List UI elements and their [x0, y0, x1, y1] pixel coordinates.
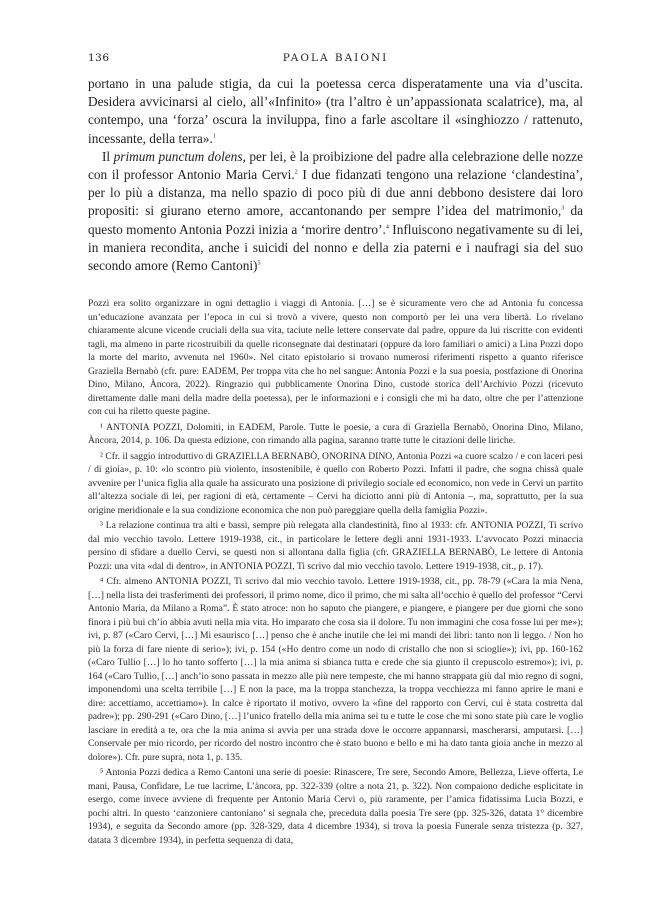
footnote-continued: Pozzi era solito organizzare in ogni dettaglio i viaggi di Antonia. […] se è sicuramente vero che ad Antonia fu concessa un’educazione avanzata per l’epoca in cui si trovò a vivere, questo non comportò per lei una vera libertà. Lo rivelano chiaramente alcune vicende cruciali della sua vita, taciute nelle lettere conservate dal padre, oppure da lui riscritte con evidenti tagli, ma almeno in parte ricostruibili da quelle riconsegnate dai destinatari (oppure da loro familiari o amici) a Lina Pozzi dopo la morte del marito, avvenuta nel 1960». Nel citato epistolario si trovano numerosi riferimenti rispetto a quanto riferisce Graziella Bernabò (cfr. pure: EADEM, Per troppa vita che ho nel sangue: Antonia Pozzi e la sua poesia, postfazione di Onorina Dino, Milano, Àncora, 2022). Ringrazio qui pubblicamente Onorina Dino, custode storica dell’Archivio Pozzi (ricevuto direttamente dalle mani della madre della poetessa), per le informazioni e i consigli che mi ha dato, oltre che per l’attenzione con cui ha riletto queste pagine. — [88, 298, 583, 418]
footnote-2: ² Cfr. il saggio introduttivo di GRAZIELLA BERNABÒ, ONORINA DINO, Antonia Pozzi «a cuore scalzo / e con laceri pesi / di gioia», p. 10: «lo scontro più violento, insostenibile, è quello con Roberto Pozzi. Infatti il padre, che sogna chissà quale avvenire per l’unica figlia alla quale ha assicurato una posizione di privilegio sociale ed economico, non vede in Cervi un partito all’altezza sociale di lei, per ragioni di età, certamente – Cervi ha diciotto anni più di Antonia –, ma, soprattutto, per la sua origine meridionale e la sua condizione economica che non può pareggiare quella della famiglia Pozzi». — [88, 450, 583, 516]
paragraph-2-text-c: I due fidanzati tengono una relazione ‘clandestina’, per lo più a distanza, ma nello spazio di poco più di due anni debbono desistere dai loro propositi: si giurano eterno amore, accantonando per sempre l’idea del matrimonio, — [88, 167, 583, 219]
main-text — [88, 75, 583, 275]
page-number: 136 — [88, 52, 110, 64]
running-title: PAOLA BAIONI — [282, 52, 389, 64]
footnote-ref-5: 5 — [257, 260, 261, 267]
page-header — [88, 52, 583, 72]
footnote-5: ⁵ Antonia Pozzi dedica a Remo Cantoni una serie di poesie: Rinascere, Tre sere, Secondo Amore, Bellezza, Lieve offerta, Le mani, Pausa, Confidare, Le tue lacrime, L’àncora, pp. 322-339 (oltre a nota 21, p. 322). Non compaiono dediche esplicitate in esergo, come invece avviene di frequente per Antonio Maria Cervi o, più raramente, per l’amica fidatissima Lucia Bozzi, e pochi altri. In questo ‘canzoniere cantoniano’ si segnala che, preceduta dalla poesia Tre sere (pp. 325-326, datata 1° dicembre 1934), e seguita da Secondo amore (pp. 328-329, data 4 dicembre 1934), si trova la poesia Funerale senza tristezza (p. 327, datata 3 dicembre 1934), in perfetta sequenza di data, — [88, 767, 583, 846]
footnote-ref-2: 2 — [294, 169, 298, 176]
paragraph-2-text-e: Influiscono negativamente su di lei, in maniera recondita, anche i suicidi del nonno e della zia paterni e i naufragi sia del suo secondo amore (Remo Cantoni) — [88, 221, 583, 274]
footnote-ref-4: 4 — [385, 224, 389, 231]
paragraph-2-italic: primum punctum dolens — [113, 148, 243, 164]
paragraph-1-text: portano in una palude stigia, da cui la poetessa cerca disperatamente una via d’uscita. Desidera avvicinarsi al cielo, all’«Infinito» (tra l’altro è un’appassionata scalatrice), ma, al contempo, una ‘forza’ oscura la inviluppa, fino a farle ascoltare il «singhiozzo / rattenuto, incessante, della terra». — [88, 76, 583, 146]
footnote-1: ¹ ANTONIA POZZI, Dolomiti, in EADEM, Parole. Tutte le poesie, a cura di Graziella Bernabò, Onorina Dino, Milano, Àncora, 2014, p. 106. Da questa edizione, con rimando alla pagina, saranno tratte tutte le citazioni delle liriche. — [88, 421, 583, 447]
book-page — [88, 52, 583, 849]
footnote-3: ³ La relazione continua tra alti e bassi, sempre più relegata alla clandestinità, fino al 1933: cfr. ANTONIA POZZI, Ti scrivo dal mio vecchio tavolo. Lettere 1919-1938, cit., in particolare le lettere degli anni 1931-1933. L’avvocato Pozzi minaccia persino di sfidare a duello Cervi, se questi non si allontana dalla figlia (cfr. GRAZIELLA BERNABÒ, Le lettere di Antonia Pozzi: una vita «dal di dentro», in ANTONIA POZZI, Ti scrivo dal mio vecchio tavolo. Lettere 1919-1938, cit., p. 17). — [88, 520, 583, 572]
paragraph-2 — [88, 148, 583, 275]
paragraph-2-text-a: Il — [102, 148, 114, 164]
footnotes — [88, 297, 583, 847]
footnote-ref-3: 3 — [561, 206, 565, 212]
paragraph-2-text-d: da questo momento Antonia Pozzi inizia a ‘morire dentro’. — [88, 203, 583, 237]
paragraph-2-text-b: , per lei, è la proibizione del padre alla celebrazione delle nozze con il professor Antonio Maria Cervi. — [88, 148, 583, 183]
footnote-ref-1: 1 — [212, 133, 216, 140]
footnote-4: ⁴ Cfr. almeno ANTONIA POZZI, Ti scrivo dal mio vecchio tavolo. Lettere 1919-1938, cit., pp. 78-79 («Cara la mia Nena, […] nella lista dei trasferimenti dei professori, il primo nome, dico il primo, che mi salta all’occhio è quello del professor “Cervi Antonio Maria, da Milano a Roma”. È stato atroce: non ho saputo che piangere, e piangere, e piangere per due giorni che sono finora i più bui ch’io abbia avuti nella mia vita. Ho imparato che cosa sia il dolore. Tu non immagini che cosa fosse lui per me»); ivi, p. 87 («Caro Cervi, […] Mi esaurisco […] penso che è anche inutile che lei mi mandi dei libri: tanto non li leggo. / Non ho più la forza di fare niente di serio»); ivi, p. 154 («Ho dentro come un nodo di cristallo che non si scioglie»); ivi, pp. 160-162 («Caro Tullio […] lo ho tanto sofferto […] la mia anima si sbianca tutta e crede che sia giunto il crepuscolo estremo»); ivi, p. 164 («Caro Tullio, […] anch’io sono passata in mezzo alle più nere tempeste, che mi hanno strappata giù dal mio regno di sogni, imponendomi una scelta terribile […] E non la pace, ma la troppa stanchezza, la troppa vecchiezza mi fanno aprire le mani e dire: accettiamo, accettiamo»). In calce è riportato il motivo, ovvero la «fine del rapporto con Cervi, cui è stata costretta dal padre»); pp. 290-291 («Caro Dino, […] l’unico fratello della mia anima sei tu e tutte le cose che mi sono state più care le voglio lasciare in eredità a te, ora che la mia anima si avvia per una strada dove le occorre appannarsi, mascherarsi, amputarsi. […] Conservale per mio ricordo, per ricordo del nostro incontro che è stato buono e bello e mi ha dato tanta gioia anche in mezzo al dolore»). Cfr. pure supra, nota 1, p. 135. — [88, 576, 583, 763]
paragraph-1 — [88, 75, 583, 148]
